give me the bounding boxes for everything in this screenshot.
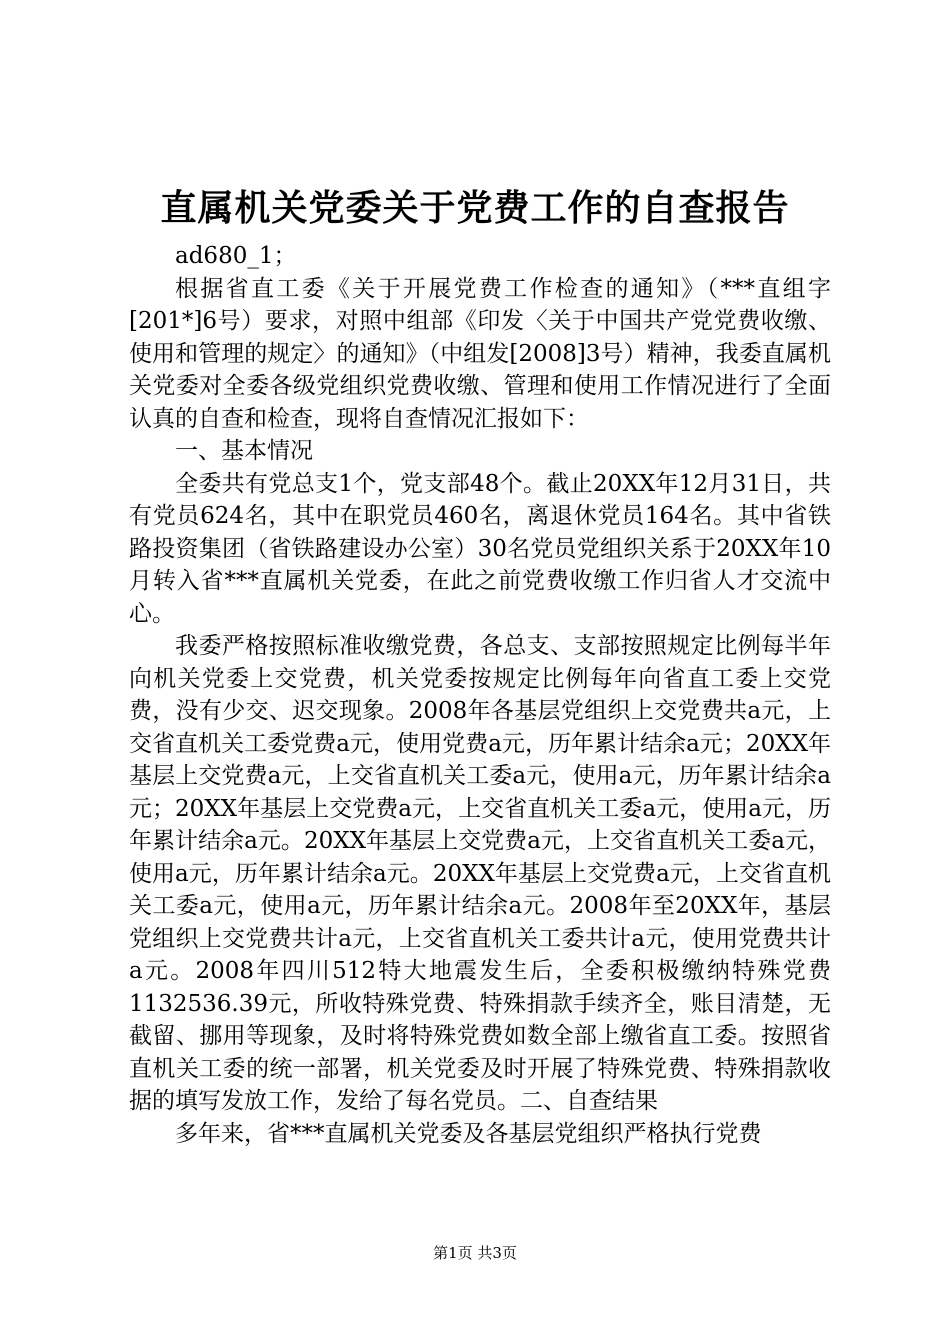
paragraph-membership: 全委共有党总支1个，党支部48个。截止20XX年12月31日，共有党员624名，其中在职党员460名，离退休党员164名。其中省铁路投资集团（省铁路建设办公室）30名党员党组织关系于20XX年10月转入省***直属机关党委，在此之前党费收缴工作归省人才交流中心。	[129, 470, 831, 627]
document-body	[129, 240, 831, 1150]
section-heading-basic: 一、基本情况	[175, 438, 313, 464]
paragraph-intro: 根据省直工委《关于开展党费工作检查的通知》（***直组字[201*]6号）要求，对照中组部《印发〈关于中国共产党党费收缴、使用和管理的规定〉的通知》（中组发[2008]3号）精神，我委直属机关党委对全委各级党组织党费收缴、管理和使用工作情况进行了全面认真的自查和检查，现将自查情况汇报如下：	[129, 275, 831, 432]
paragraph-fees: 我委严格按照标准收缴党费，各总支、支部按照规定比例每半年向机关党委上交党费，机关党委按规定比例每年向省直工委上交党费，没有少交、迟交现象。2008年各基层党组织上交党费共a元，上交省直机关工委党费a元，使用党费a元，历年累计结余a元；20XX年基层上交党费a元，上交省直机关工委a元，使用a元，历年累计结余a元；20XX年基层上交党费a元，上交省直机关工委a元，使用a元，历年累计结余a元。20XX年基层上交党费a元，上交省直机关工委a元，使用a元，历年累计结余a元。20XX年基层上交党费a元，上交省直机关工委a元，使用a元，历年累计结余a元。2008年至20XX年，基层党组织上交党费共计a元，上交省直机关工委共计a元，使用党费共计a元。2008年四川512特大地震发生后，全委积极缴纳特殊党费1132536.39元，所收特殊党费、特殊捐款手续齐全，账目清楚，无截留、挪用等现象，及时将特殊党费如数全部上缴省直工委。按照省直机关工委的统一部署，机关党委及时开展了特殊党费、特殊捐款收据的填写发放工作，发给了每名党员。二、自查结果	[129, 633, 831, 1114]
document-title: 直属机关党委关于党费工作的自查报告	[160, 187, 790, 229]
paragraph-results: 多年来，省***直属机关党委及各基层党组织严格执行党费	[175, 1120, 762, 1147]
paragraph-reference: ad680_1；	[175, 243, 297, 269]
page-footer: 第1页 共3页	[433, 1244, 517, 1262]
